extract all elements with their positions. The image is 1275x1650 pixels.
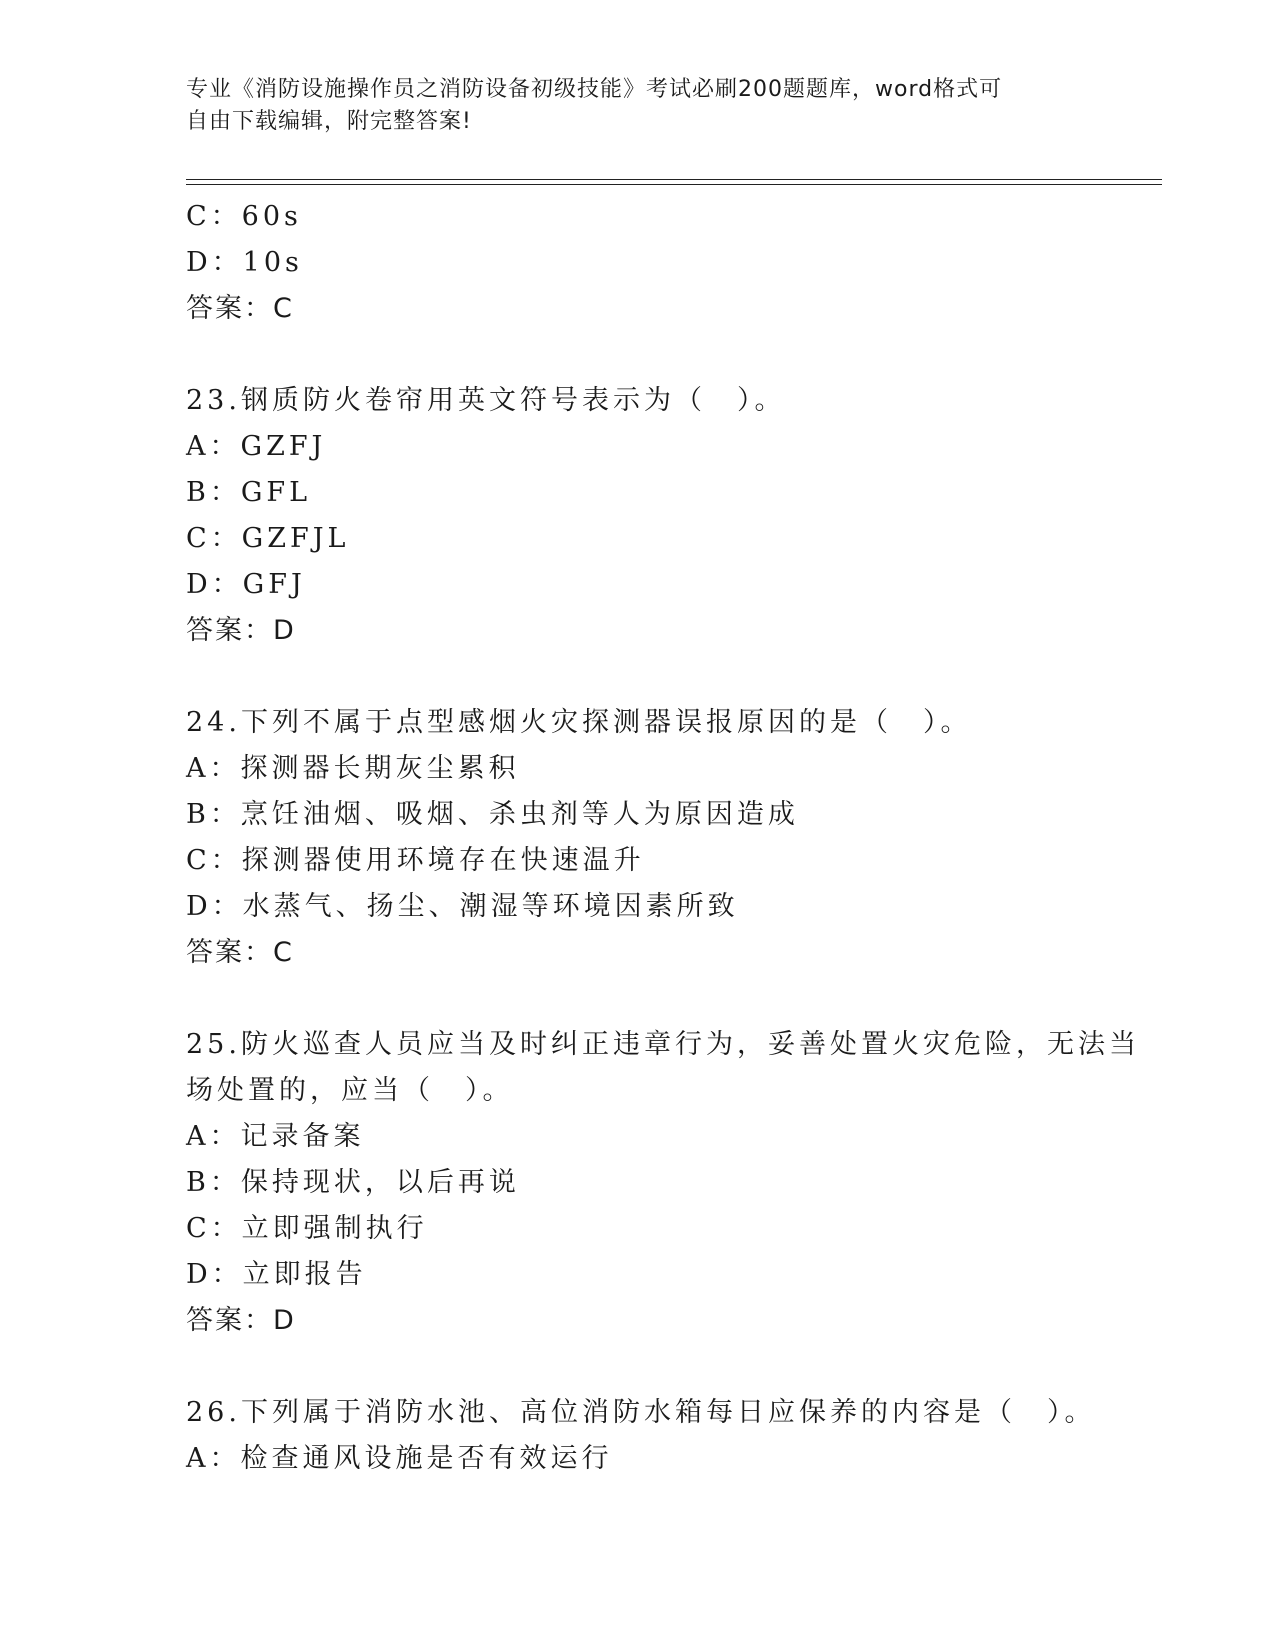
option-c: C：GZFJL: [186, 523, 350, 554]
question-stem: 26.下列属于消防水池、高位消防水箱每日应保养的内容是（ ）。: [186, 1397, 1096, 1428]
option-c: C：60s: [186, 201, 302, 232]
answer-line: 答案：D: [186, 615, 296, 646]
option-d: D：10s: [186, 247, 303, 278]
header-rule-top: [186, 179, 1162, 180]
option-d: D：立即报告: [186, 1259, 367, 1290]
header-line-1: 专业《消防设施操作员之消防设备初级技能》考试必刷200题题库，word格式可: [186, 77, 1003, 102]
answer-line: 答案：D: [186, 1305, 296, 1336]
question-list: [186, 194, 1140, 1482]
header-rule-bottom: [186, 184, 1162, 185]
question-stem-line-1: 25.防火巡查人员应当及时纠正违章行为，妥善处置火灾危险，无法当: [186, 1029, 1140, 1060]
question-25: [186, 1022, 1140, 1344]
option-b: B：GFL: [186, 477, 312, 508]
option-a: A：GZFJ: [186, 431, 327, 462]
question-stem: 23.钢质防火卷帘用英文符号表示为（ ）。: [186, 385, 786, 416]
option-a: A：探测器长期灰尘累积: [186, 753, 520, 784]
header-line-2: 自由下载编辑，附完整答案!: [186, 109, 472, 134]
option-c: C：探测器使用环境存在快速温升: [186, 845, 645, 876]
answer-line: 答案：C: [186, 937, 294, 968]
question-stem: 24.下列不属于点型感烟火灾探测器误报原因的是（ ）。: [186, 707, 972, 738]
option-a: A：记录备案: [186, 1121, 365, 1152]
question-stem-line-2: 场处置的，应当（ ）。: [186, 1075, 514, 1106]
document-header: [186, 74, 1066, 138]
question-22-tail: [186, 194, 1086, 332]
option-a: A：检查通风设施是否有效运行: [186, 1443, 613, 1474]
answer-line: 答案：C: [186, 293, 294, 324]
option-d: D：水蒸气、扬尘、潮湿等环境因素所致: [186, 891, 739, 922]
question-23: [186, 378, 1086, 654]
option-d: D：GFJ: [186, 569, 306, 600]
option-b: B：保持现状，以后再说: [186, 1167, 520, 1198]
question-24: [186, 700, 1086, 976]
option-c: C：立即强制执行: [186, 1213, 428, 1244]
option-b: B：烹饪油烟、吸烟、杀虫剂等人为原因造成: [186, 799, 799, 830]
question-26: [186, 1390, 1096, 1482]
